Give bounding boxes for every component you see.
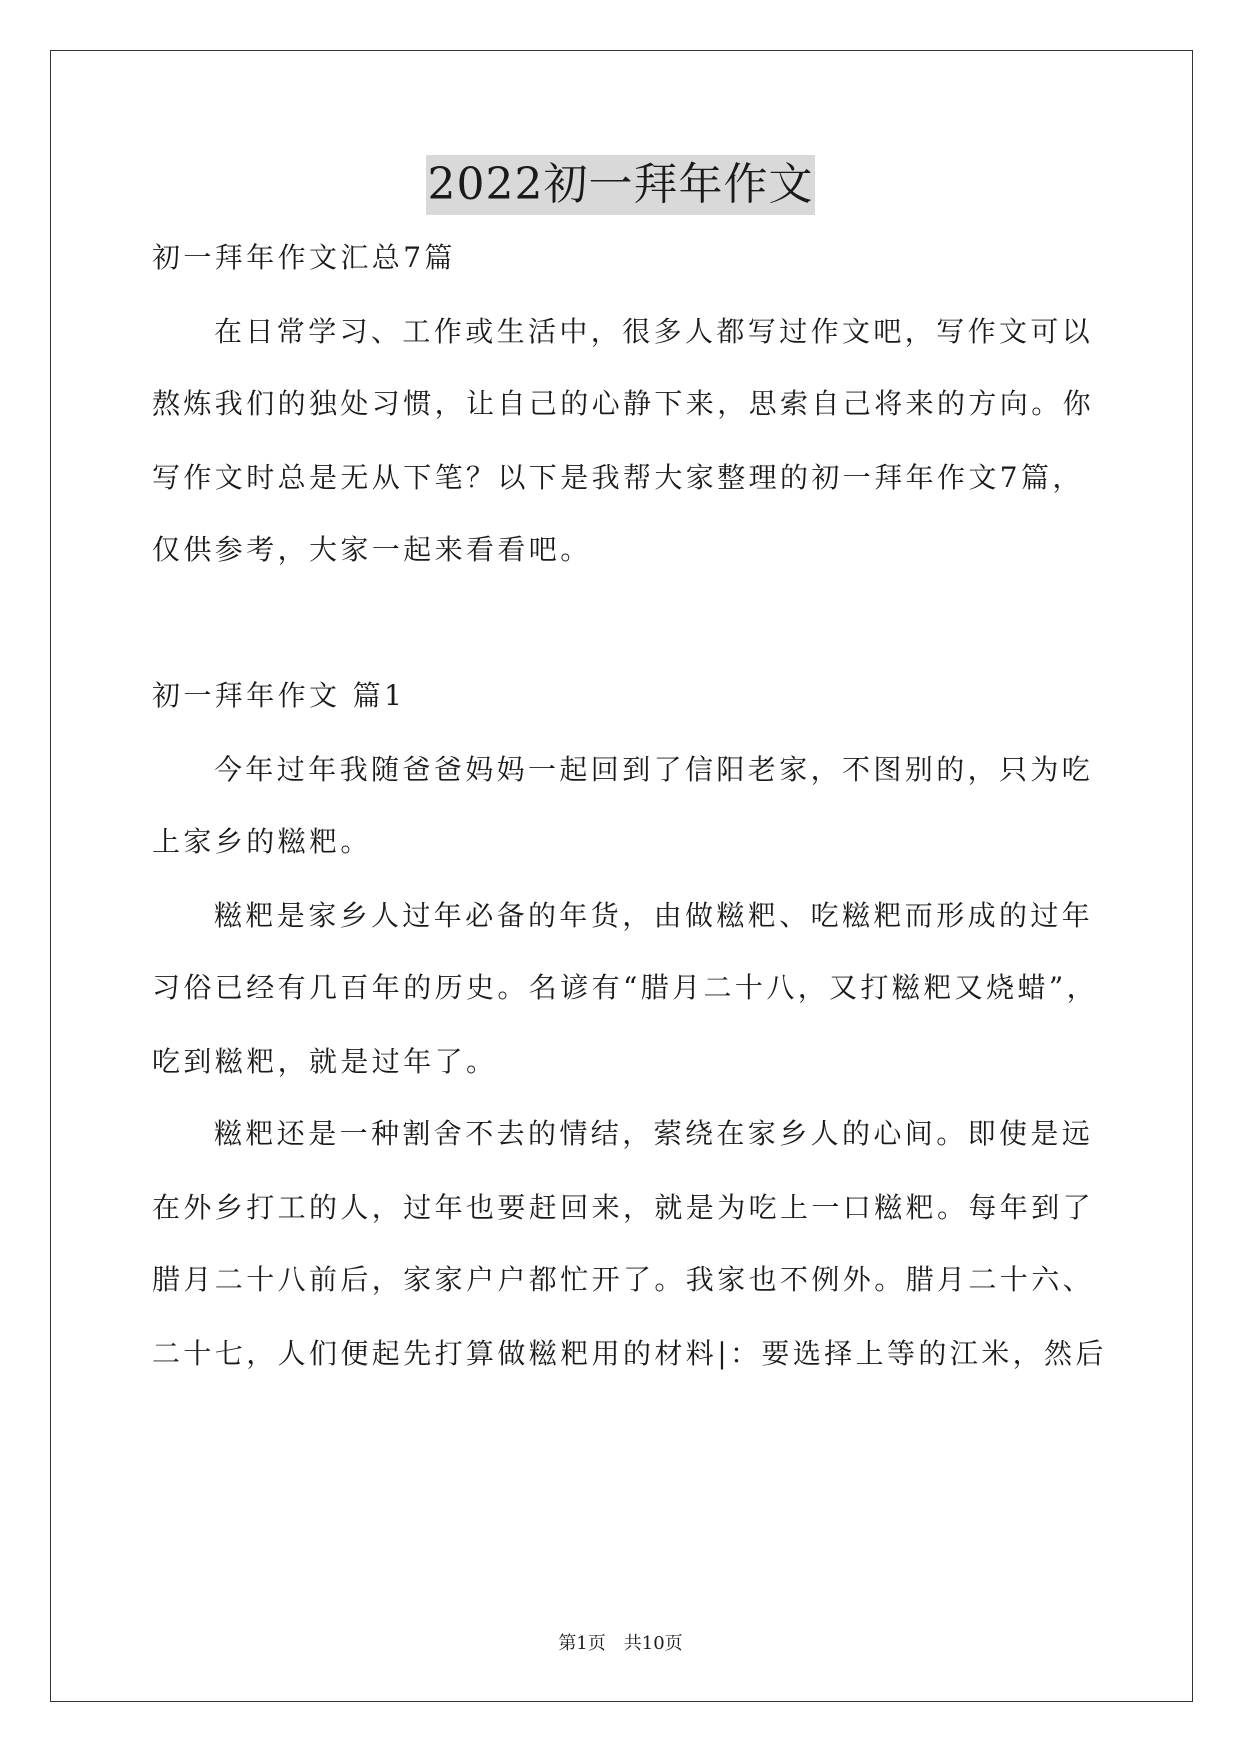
intro-line-1: 在日常学习、工作或生活中，很多人都写过作文吧，写作文可以 [214,315,1094,348]
section-heading: 初一拜年作文 篇1 [152,679,406,712]
intro-line-4: 仅供参考，大家一起来看看吧。 [152,533,592,566]
para3-line-1: 糍粑还是一种割舍不去的情结，萦绕在家乡人的心间。即使是远 [214,1117,1094,1150]
para2-line-3: 吃到糍粑，就是过年了。 [152,1045,498,1078]
para2-line-1: 糍粑是家乡人过年必备的年货，由做糍粑、吃糍粑而形成的过年 [214,899,1094,932]
intro-line-2: 熬炼我们的独处习惯，让自己的心静下来，思索自己将来的方向。你 [152,387,1095,420]
para3-line-2: 在外乡打工的人，过年也要赶回来，就是为吃上一口糍粑。每年到了 [152,1191,1095,1224]
para1-line-2: 上家乡的糍粑。 [152,825,372,858]
page-border [50,50,1193,1702]
para3-line-3: 腊月二十八前后，家家户户都忙开了。我家也不例外。腊月二十六、 [152,1263,1095,1296]
title-container [0,155,1241,215]
para3-line-4: 二十七，人们便起先打算做糍粑用的材料|：要选择上等的江米，然后 [152,1337,1107,1370]
page-number: 第1页 共10页 [558,1633,683,1654]
para1-line-1: 今年过年我随爸爸妈妈一起回到了信阳老家，不图别的，只为吃 [214,753,1094,786]
subtitle: 初一拜年作文汇总7篇 [152,241,456,274]
para2-line-2: 习俗已经有几百年的历史。名谚有“腊月二十八，又打糍粑又烧蜡”， [152,971,1099,1004]
document-title: 2022初一拜年作文 [426,155,816,215]
intro-line-3: 写作文时总是无从下笔？以下是我帮大家整理的初一拜年作文7篇， [152,461,1084,494]
